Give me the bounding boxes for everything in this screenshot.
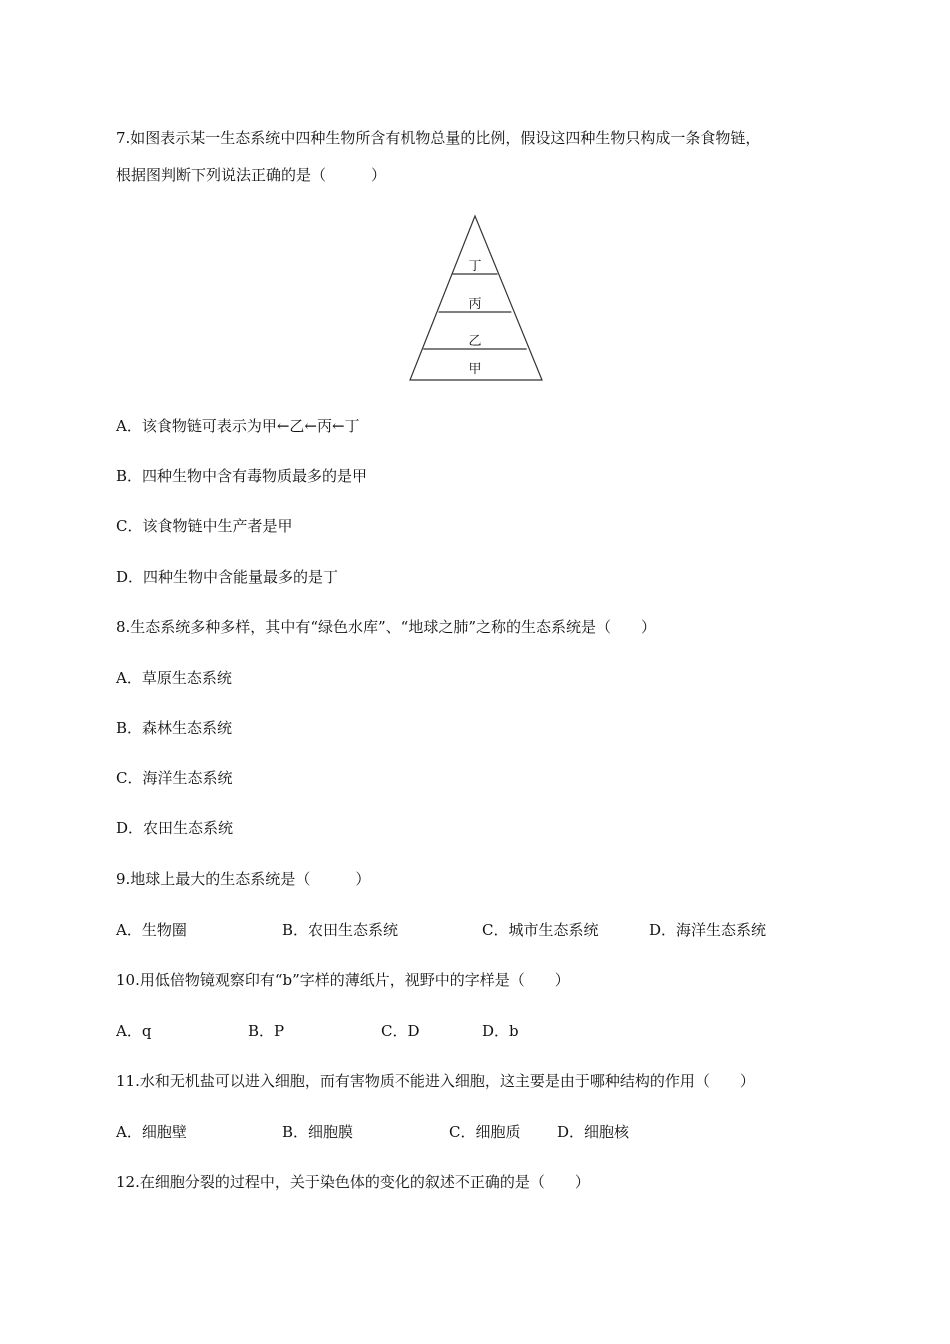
- pyramid-label-yi: 乙: [468, 334, 482, 349]
- q9-option-b: B．农田生态系统: [282, 921, 399, 939]
- q10-option-a: A．q: [116, 1022, 152, 1040]
- q11-stem: 11.水和无机盐可以进入细胞，而有害物质不能进入细胞，这主要是由于哪种结构的作用（ ）: [116, 1072, 755, 1090]
- q12-stem: 12.在细胞分裂的过程中，关于染色体的变化的叙述不正确的是（ ）: [116, 1173, 590, 1191]
- q9-option-a: A．生物圈: [116, 921, 187, 939]
- pyramid-label-jia: 甲: [468, 362, 482, 377]
- q10-option-d: D．b: [482, 1022, 519, 1040]
- q11-option-a: A．细胞壁: [116, 1123, 187, 1141]
- q11-option-b: B．细胞膜: [282, 1123, 354, 1141]
- q9-option-d: D．海洋生态系统: [649, 921, 767, 939]
- q11-option-c: C．细胞质: [449, 1123, 521, 1141]
- energy-pyramid-diagram: [405, 212, 547, 384]
- q9-option-c: C．城市生态系统: [482, 921, 599, 939]
- q8-option-b: B．森林生态系统: [116, 719, 233, 737]
- q7-option-d: D．四种生物中含能量最多的是丁: [116, 568, 339, 586]
- q10-option-c: C．D: [381, 1022, 420, 1040]
- q9-stem: 9.地球上最大的生态系统是（ ）: [116, 870, 371, 888]
- q7-stem-line2: 根据图判断下列说法正确的是（ ）: [116, 166, 387, 184]
- q7-option-c: C．该食物链中生产者是甲: [116, 517, 293, 535]
- q8-option-c: C．海洋生态系统: [116, 769, 233, 787]
- pyramid-label-bing: 丙: [468, 297, 482, 312]
- q8-stem: 8.生态系统多种多样，其中有“绿色水库”、“地球之肺”之称的生态系统是（ ）: [116, 618, 656, 636]
- q10-stem: 10.用低倍物镜观察印有“b”字样的薄纸片，视野中的字样是（ ）: [116, 971, 570, 989]
- q8-option-d: D．农田生态系统: [116, 819, 234, 837]
- q7-stem-line1: 7.如图表示某一生态系统中四种生物所含有机物总量的比例，假设这四种生物只构成一条食物链，: [116, 129, 761, 147]
- q7-option-a: A．该食物链可表示为甲←乙←丙←丁: [116, 417, 360, 435]
- q10-option-b: B．P: [248, 1022, 285, 1040]
- q8-option-a: A．草原生态系统: [116, 669, 232, 687]
- q11-option-d: D．细胞核: [557, 1123, 630, 1141]
- pyramid-label-ding: 丁: [468, 259, 482, 274]
- q7-option-b: B．四种生物中含有毒物质最多的是甲: [116, 467, 368, 485]
